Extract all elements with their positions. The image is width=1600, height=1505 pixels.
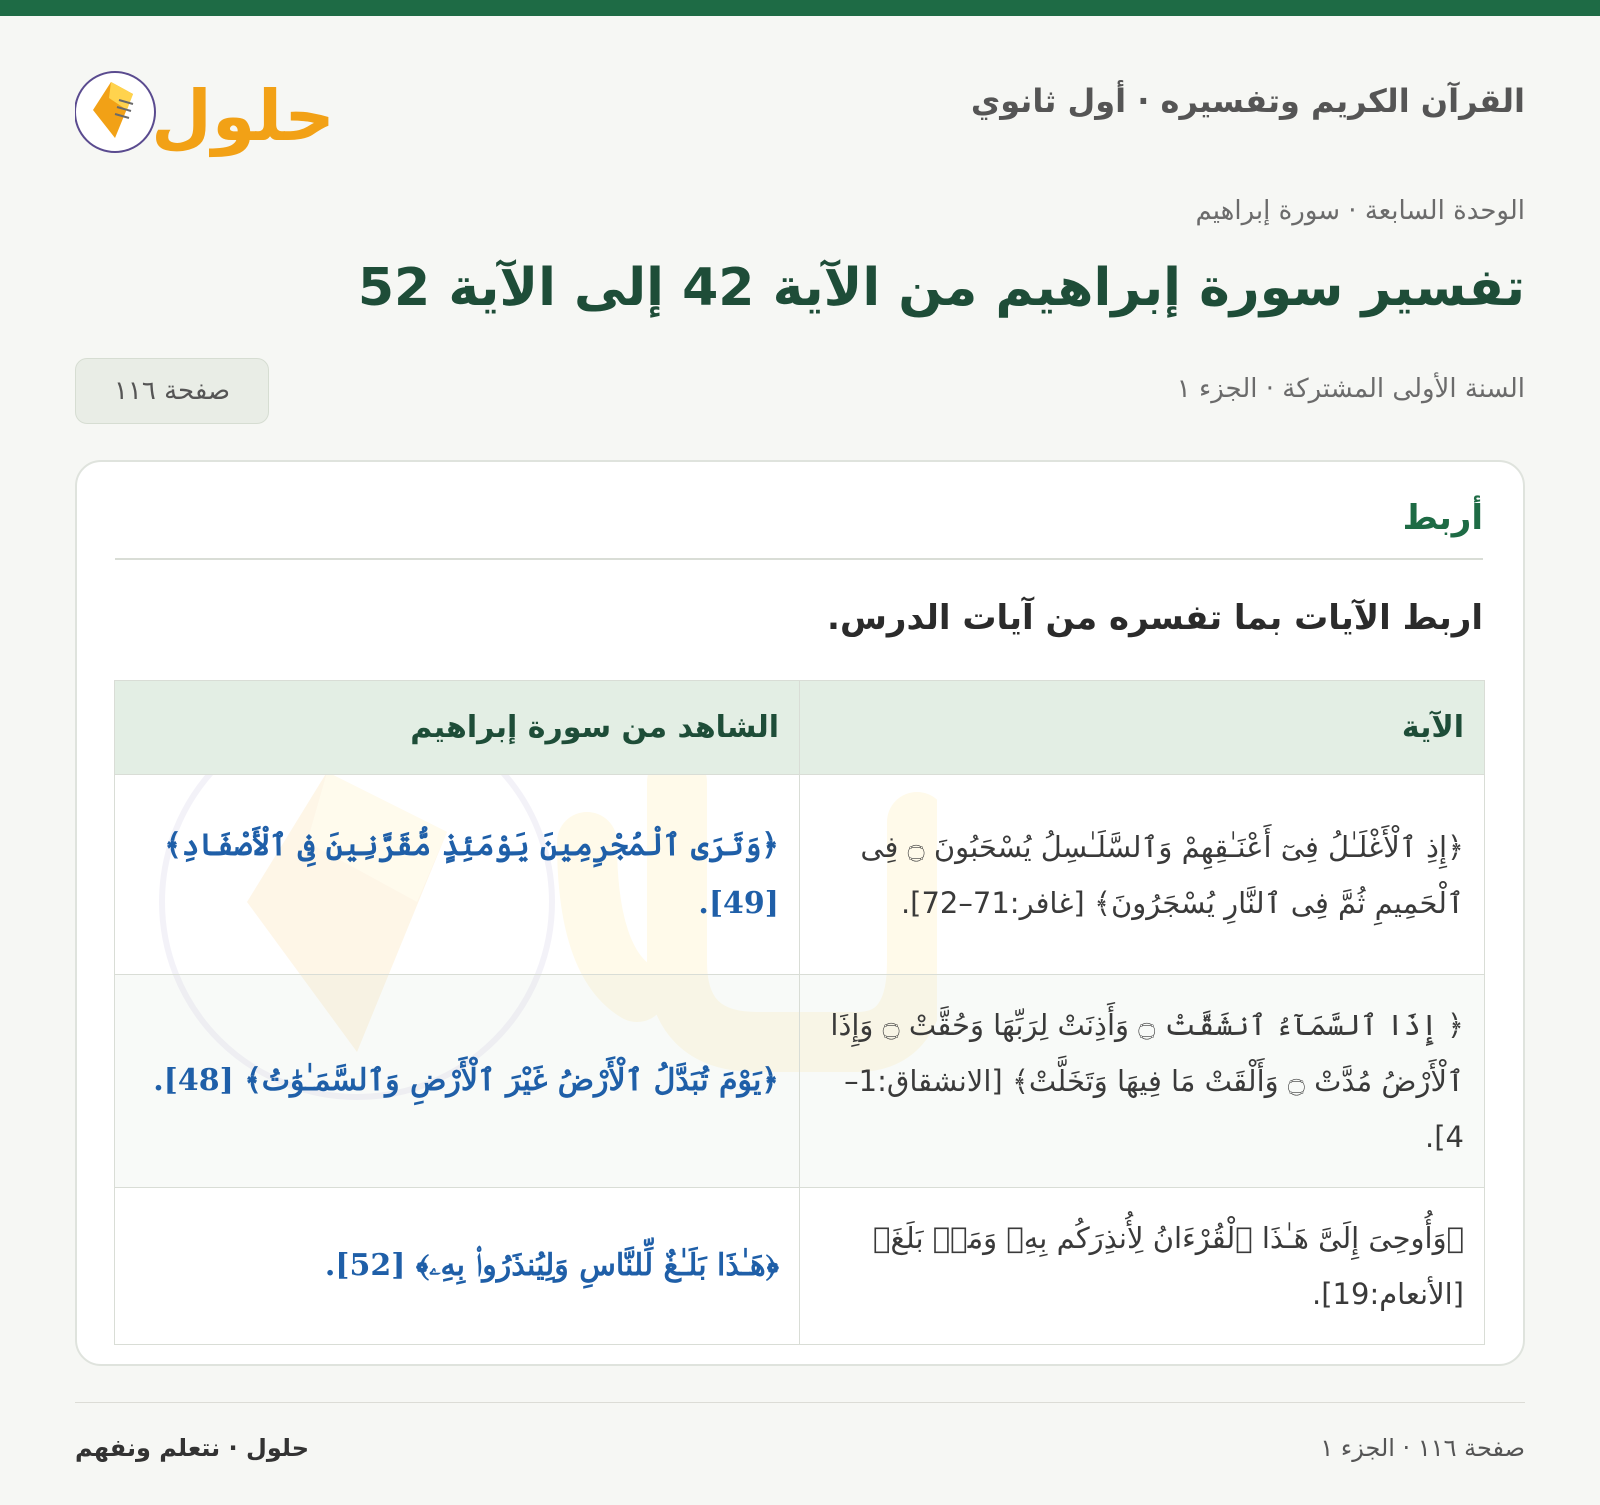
lesson-title: تفسير سورة إبراهيم من الآية 42 إلى الآية 52 <box>357 258 1525 318</box>
shahed-cell <box>115 775 800 975</box>
subject-heading: القرآن الكريم وتفسيره · أول ثانوي <box>970 82 1525 120</box>
hulul-logo <box>75 52 335 162</box>
shahed-cell <box>115 1188 800 1345</box>
table-header-row <box>115 681 1485 775</box>
shahed-text: ﴿يَوْمَ تُبَدَّلُ ٱلْأَرْضُ غَيْرَ ٱلْأَرْضِ وَٱلسَّمَـٰوَٰتُ﴾ [48]. <box>153 1063 779 1098</box>
top-accent-bar <box>0 0 1600 16</box>
shahed-cell <box>115 975 800 1188</box>
ayah-text: ﴿ إِذَا ٱلسَّمَآءُ ٱنشَقَّتْ ۝ وَأَذِنَتْ لِرَبِّهَا وَحُقَّتْ ۝ وَإِذَا ٱلْأَرْضُ مُدَّتْ ۝ وَأَلْقَتْ مَا فِيهَا وَتَخَلَّتْ﴾ <box>830 1008 1464 1098</box>
unit-breadcrumb: الوحدة السابعة · سورة إبراهيم <box>1195 196 1525 226</box>
ayah-cell <box>800 1188 1485 1345</box>
ayah-reference: [غافر:71–72]. <box>900 885 1085 920</box>
matching-table <box>114 680 1485 1345</box>
activity-instruction: اربط الآيات بما تفسره من آيات الدرس. <box>827 598 1483 638</box>
header-ayah: الآية <box>800 681 1485 775</box>
shahed-text: ﴿وَتَرَى ٱلْمُجْرِمِينَ يَوْمَئِذٍ مُّقَرَّنِينَ فِى ٱلْأَصْفَادِ﴾ [49]. <box>164 827 779 921</box>
logo-wordmark: حلول <box>151 75 335 157</box>
ayah-reference: [الأنعام:19]. <box>1312 1277 1464 1311</box>
header-shahed: الشاهد من سورة إبراهيم <box>115 681 800 775</box>
ayah-cell <box>800 975 1485 1188</box>
table-row <box>115 775 1485 975</box>
ayah-text: ﴿إِذِ ٱلْأَغْلَـٰلُ فِىٓ أَعْنَـٰقِهِمْ وَٱلسَّلَـٰسِلُ يُسْحَبُونَ ۝ فِى ٱلْحَمِيمِ ثُمَّ فِى ٱلنَّارِ يُسْجَرُونَ﴾ <box>860 829 1464 920</box>
ayah-reference: [الانشقاق:1–4]. <box>844 1064 1464 1154</box>
page-number-badge: صفحة ١١٦ <box>75 358 269 424</box>
page-header <box>75 52 1525 162</box>
section-divider <box>115 558 1483 560</box>
table-row <box>115 1188 1485 1345</box>
footer-divider <box>75 1402 1525 1403</box>
ayah-text: ﴿وَأُوحِىَ إِلَىَّ هَـٰذَا ٱلْقُرْءَانُ لِأُنذِرَكُم بِهِۦ وَمَنۢ بَلَغَ﴾ <box>873 1221 1464 1255</box>
shahed-text: ﴿هَـٰذَا بَلَـٰغٌ لِّلنَّاسِ وَلِيُنذَرُوا۟ بِهِۦ﴾ [52]. <box>324 1248 779 1283</box>
footer-brand: حلول · نتعلم ونفهم <box>75 1434 309 1462</box>
lesson-meta: السنة الأولى المشتركة · الجزء ١ <box>1176 374 1525 404</box>
ayah-cell <box>800 775 1485 975</box>
table-row <box>115 975 1485 1188</box>
activity-title: أربط <box>1402 498 1483 538</box>
book-emblem-icon <box>75 72 155 152</box>
activity-card <box>75 460 1525 1366</box>
footer-page-info: صفحة ١١٦ · الجزء ١ <box>1320 1434 1525 1462</box>
